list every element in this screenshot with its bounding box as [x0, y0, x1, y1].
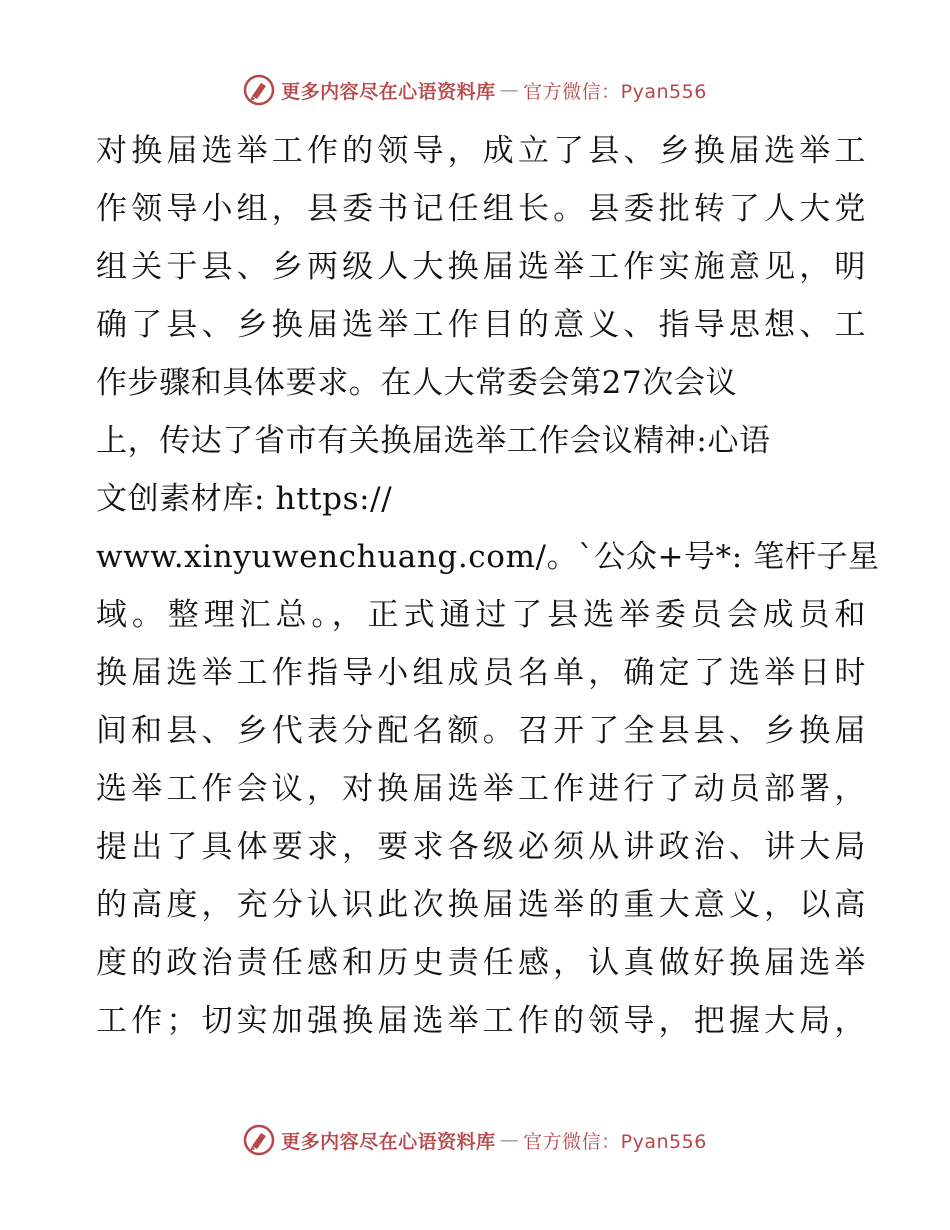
body-line: 间和县、乡代表分配名额。召开了全县县、乡换届: [96, 713, 866, 749]
header-watermark: [0, 70, 950, 110]
body-line: 换届选举工作指导小组成员名单，确定了选举日时: [96, 655, 866, 691]
body-line: 度的政治责任感和历史责任感，认真做好换届选举: [96, 945, 866, 981]
body-line: 对换届选举工作的领导，成立了县、乡换届选举工: [96, 133, 866, 169]
footer-watermark: [0, 1120, 950, 1160]
body-line: 的高度，充分认识此次换届选举的重大意义，以高: [96, 887, 866, 923]
header-wechat-text: 官方微信：Pyan556: [523, 80, 707, 103]
brand-logo-icon: [243, 74, 275, 106]
body-line: 组关于县、乡两级人大换届选举工作实施意见，明: [96, 249, 866, 285]
body-line: 工作；切实加强换届选举工作的领导，把握大局，: [96, 1003, 866, 1039]
footer-dash: —: [499, 1129, 520, 1151]
body-line: 提出了具体要求，要求各级必须从讲政治、讲大局: [96, 829, 866, 865]
header-brand-text: 更多内容尽在心语资料库: [281, 80, 496, 103]
body-line: 选举工作会议，对换届选举工作进行了动员部署，: [96, 771, 866, 807]
header-dash: —: [499, 79, 520, 101]
footer-brand-text: 更多内容尽在心语资料库: [281, 1130, 496, 1153]
brand-logo-icon: [243, 1124, 275, 1156]
body-line: 作领导小组，县委书记任组长。县委批转了人大党: [96, 191, 866, 227]
document-body: [96, 122, 880, 1050]
body-line: www.xinyuwenchuang.com/。`公众+号*: 笔杆子星: [96, 539, 880, 575]
body-line: 确了县、乡换届选举工作目的意义、指导思想、工: [96, 307, 866, 343]
body-line: 上，传达了省市有关换届选举工作会议精神:心语: [96, 423, 771, 459]
footer-wechat-text: 官方微信：Pyan556: [523, 1130, 707, 1153]
body-line: 作步骤和具体要求。在人大常委会第27次会议: [96, 365, 738, 401]
body-line: 域。整理汇总。，正式通过了县选举委员会成员和: [96, 597, 866, 633]
body-line: 文创素材库: https://: [96, 481, 393, 517]
